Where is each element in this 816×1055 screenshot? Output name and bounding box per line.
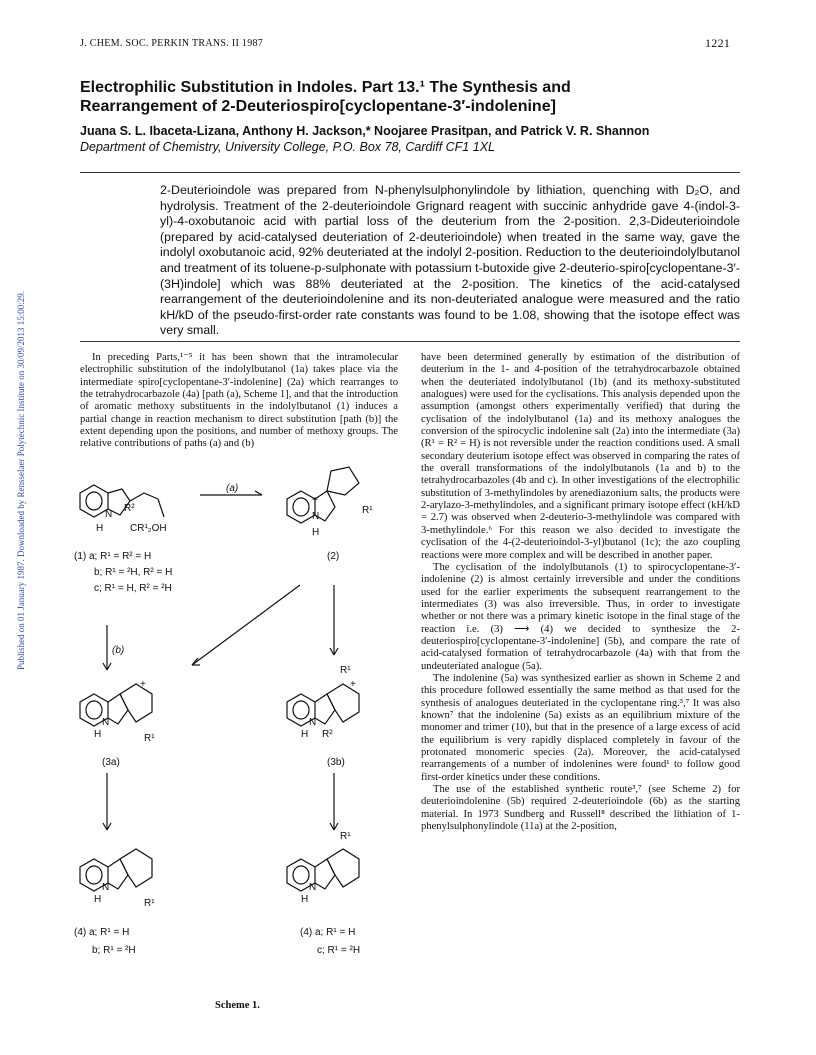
- right-paragraph-1: have been determined generally by estimation of the distribution of deuterium in the 1- and 4-position of the tetrahydrocarbazole obtained when the deuteriated indolylbutanol (1b) (and its methoxy-substituted analogues) were used for the cyclisations. This analysis depended upon the assumption (amongst others experimentally verified) that during the cyclisation of the indolylbutanol (1a) and its methoxy analogues the conversion of the spirocyclic indolenine salt (2a) into the intermediate (3a) (R¹ = R² = H) is not reversible under the reaction conditions used. A small secondary deuterium isotope effect was observed in comparing the rates of the overall transformations of the indolylbutanols (1a and b) to the tetrahydrocarbazoles (4b and c). In other investigations of the electrophilic substitution of 3-methylindoles by arenediazonium salts, the products were 2-arylazo-3-methylindoles, and a significant primary isotope effect (kH/kD = 2.7) was observed when 2-deuterio-3-methylindole was compared with 3-methylindole.⁶ For this reason we also decided to investigate the cyclisation of the 4-(2-deuterioindol-3-yl)butanol (1c); the azo coupling reactions were more complex and will be described in another paper.: [421, 352, 740, 561]
- scheme-caption: Scheme 1.: [215, 1000, 260, 1011]
- label-1-CR2OH: CR¹₂OH: [130, 523, 167, 534]
- label-3a-H: H: [94, 729, 102, 740]
- label-4r-H: H: [301, 894, 309, 905]
- page-number: 1221: [705, 36, 731, 50]
- structure-4-left: [80, 849, 152, 891]
- authors: Juana S. L. Ibaceta-Lizana, Anthony H. Jackson,* Noojaree Prasitpan, and Patrick V. R. Shannon: [80, 124, 650, 138]
- label-3a-R1: R¹: [144, 733, 155, 744]
- label-4l-R1: R¹: [144, 898, 155, 909]
- abstract: 2-Deuterioindole was prepared from N-phenylsulphonylindole by lithiation, quenching with D₂O, and hydrolysis. Treatment of the 2-deuterioindole Grignard reagent with succinic anhydride gave 4-(indol-3-yl)-4-oxobutanoic acid with partial loss of the deuterium from the 2-position. 2,3-Dideuterioindole (prepared by acid-catalysed deuteriation of 2-deuterioindole) when treated in the same way, gave the indolyl oxobutanoic acid, 92% deuteriated at the indolyl 2-position. Reduction to the deuterioindolylbutanol and treatment of its toluene-p-sulphonate with potassium t-butoxide give 2-deuterio-spiro[cyclopentane-3′-(3H)indole] which was 88% deuteriated at the 2-position. The kinetics of the acid-catalysed rearrangement of the deuterioindolenine and its non-deuteriated analogue were measured and the ratio kH/kD of the pseudo-first-order rate constants was found to be 1.08, showing that the isotope effect was very small.: [160, 183, 740, 338]
- right-paragraph-3: The indolenine (5a) was synthesized earlier as shown in Scheme 2 and this procedure followed essentially the same method as that used for the synthesis of analogues deuteriated in the cyclopentane ring.³,⁷ It was also known⁷ that the indolenine (5a) exists as an equilibrium mixture of the monomer and trimer (10), but that in the presence of a large excess of acid the equilibrium is very rapidly displaced completely in favour of the protonated monomeric species (2a). Moreover, the acid-catalysed rearrangements of a number of indolenines were found¹ to follow good first-order kinetics under these conditions.: [421, 672, 740, 783]
- arrow-a-head: [255, 491, 262, 495]
- download-side-note: [4, 190, 26, 670]
- left-paragraph: In preceding Parts,¹⁻⁵ it has been shown that the intramolecular electrophilic substitution of the indolylbutanol (1a) takes place via the intermediate spiro[cyclopentane-3′-indolenine] (2a) which rearranges to the tetrahydrocarbazole (4a) [path (a), Scheme 1], and that the introduction of aromatic methoxy substituents in the indolylbutanol (1) induces a partial change in reaction mechanism to direct substitution [path (b)] the extent depending upon the positions, and number of methoxy groups. The relative contributions of paths (a) and (b): [80, 352, 398, 450]
- label-1: (1) a; R¹ = R² = H: [74, 551, 152, 562]
- label-2: (2): [327, 551, 340, 562]
- label-3b-R1: R¹: [340, 665, 351, 676]
- label-4r-N: N: [309, 882, 317, 893]
- label-4-right-a: (4) a; R¹ = H: [300, 927, 356, 938]
- rule-top: [80, 172, 740, 173]
- label-4l-H: H: [94, 894, 102, 905]
- arrow-b-label: (b): [112, 645, 125, 656]
- arrow-a-label: (a): [226, 483, 239, 494]
- right-paragraph-2: The cyclisation of the indolylbutanols (1) to spirocyclopentane-3′-indolenine (2) is almost certainly irreversible and under the conditions used for the earlier experiments the subsequent rearrangement to the intermediates (3) was also irreversible. Thus, in order to investigate whether or not there was a primary kinetic isotope in the final stage of the reaction i.e. (3) ⟶ (4) we decided to synthesize the 2-deuteriospiro[cyclopentane-3′-indolenine] (5b), and compare the rate of acid-catalysed formation of tetrahydrocarbazole (4a) with that from the undeuteriated analogue (5a).: [421, 561, 740, 672]
- rule-bottom: [80, 341, 740, 342]
- label-3a: (3a): [102, 757, 120, 768]
- journal-header: J. CHEM. SOC. PERKIN TRANS. II 1987: [80, 38, 264, 49]
- structure-3a: [80, 684, 152, 726]
- label-3b-R2: R²: [322, 729, 333, 740]
- label-4r-R1: R¹: [340, 831, 351, 842]
- label-2-N: N: [312, 511, 320, 522]
- label-2-plus: +: [312, 495, 318, 506]
- label-1c: c; R¹ = H, R² = ²H: [94, 583, 172, 594]
- label-4-left-b: b; R¹ = ²H: [92, 945, 136, 956]
- label-2-H: H: [312, 527, 320, 538]
- label-1-R2: R²: [124, 503, 135, 514]
- label-3a-plus: +: [140, 679, 146, 690]
- label-3a-N: N: [102, 717, 110, 728]
- left-column-text: [80, 352, 398, 451]
- arrow-2-to-3a: [192, 585, 300, 665]
- right-paragraph-4: The use of the established synthetic route³,⁷ (see Scheme 2) for deuterioindolenine (5b) required 2-deuterioindole (6b) as the starting material. In 1973 Sundberg and Russell⁸ described the lithiation of 1-phenylsulphonylindole (11a) at the 2-position,: [421, 784, 740, 833]
- structure-3b: [287, 684, 359, 726]
- label-1-H: H: [96, 523, 104, 534]
- label-1-N: N: [105, 509, 113, 520]
- label-3b-H: H: [301, 729, 309, 740]
- label-4-left-a: (4) a; R¹ = H: [74, 927, 130, 938]
- label-3b-N: N: [309, 717, 317, 728]
- right-column-text: [421, 352, 740, 833]
- side-note-text: Published on 01 January 1987. Downloaded by Rensselaer Polytechnic Institute on 30/09/2013 15:00:29.: [16, 291, 26, 670]
- scheme-1-figure: [72, 455, 402, 1000]
- title-line-1: Electrophilic Substitution in Indoles. Part 13.¹ The Synthesis and: [80, 79, 571, 96]
- affiliation: Department of Chemistry, University College, P.O. Box 78, Cardiff CF1 1XL: [80, 140, 495, 154]
- label-4-right-c: c; R¹ = ²H: [317, 945, 361, 956]
- article-title: [80, 78, 740, 116]
- structure-1: [80, 485, 164, 517]
- title-line-2: Rearrangement of 2-Deuteriospiro[cyclopentane-3′-indolenine]: [80, 98, 556, 115]
- label-2-R1: R¹: [362, 505, 373, 516]
- label-4l-N: N: [102, 882, 110, 893]
- label-1b: b; R¹ = ²H, R² = H: [94, 567, 173, 578]
- structure-4-right: [287, 849, 359, 891]
- label-3b: (3b): [327, 757, 345, 768]
- label-3b-plus: +: [350, 679, 356, 690]
- structure-2: [287, 467, 359, 523]
